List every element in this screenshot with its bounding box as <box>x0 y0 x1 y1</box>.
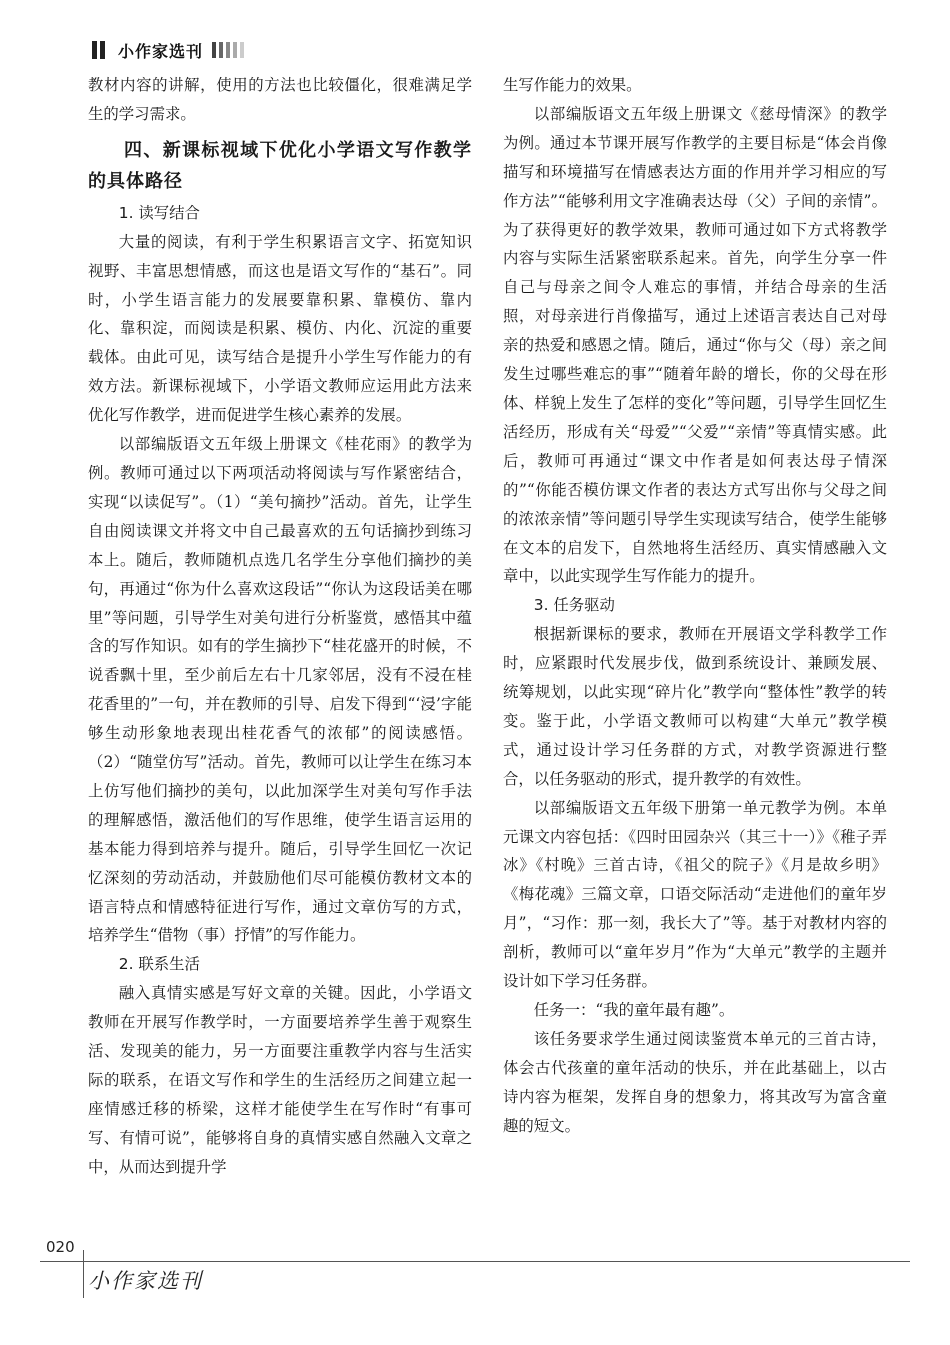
paragraph: 生写作能力的效果。 <box>503 76 642 94</box>
paragraph: 以部编版语文五年级上册课文《慈母情深》的教学为例。通过本节课开展写作教学的主要目标是“体会肖像描写和环境描写在情感表达方面的作用并学习相应的写作方法”“能够利用文字准确表达母（父）子间的亲情”。为了获得更好的教学效果，教师可通过如下方式将教学内容与实际生活紧密联系起来。首先，向学生分享一件自己与母亲之间令人难忘的事情，并结合母亲的生活照，对母亲进行肖像描写，通过上述语言表达自己对母亲的热爱和感恩之情。随后，通过“你与父（母）亲之间发生过哪些难忘的事”“随着年龄的增长，你的父母在形体、样貌上发生了怎样的变化”等问题，引导学生回忆生活经历，形成有关“母爱”“父爱”“亲情”等真情实感。此后，教师可再通过“课文中作者是如何表达母子情深的”“你能否模仿课文作者的表达方式写出你与父母之间的浓浓亲情”等问题引导学生实现读写结合，使学生能够在文本的启发下，自然地将生活经历、真实情感融入文章中，以此实现学生写作能力的提升。 <box>503 104 887 586</box>
header-bars-left <box>92 41 108 60</box>
deco-bar <box>212 42 216 58</box>
paragraph: 大量的阅读，有利于学生积累语言文字、拓宽知识视野、丰富思想情感，而这也是语文写作的“基石”。同时，小学生语言能力的发展要靠积累、靠模仿、靠内化、靠积淀，而阅读是积累、模仿、内化、沉淀的重要载体。由此可见，读写结合是提升小学生写作能力的有效方法。新课标视域下，小学语文教师应运用此方法来优化写作教学，进而促进学生核心素养的发展。 <box>88 232 472 425</box>
deco-bar <box>233 42 237 58</box>
paragraph: 以部编版语文五年级上册课文《桂花雨》的教学为例。教师可通过以下两项活动将阅读与写作紧密结合，实现“以读促写”。（1）“美句摘抄”活动。首先，让学生自由阅读课文并将文中自己最喜欢的五句话摘抄到练习本上。随后，教师随机点选几名学生分享他们摘抄的美句，再通过“你为什么喜欢这段话”“你认为这段话美在哪里”等问题，引导学生对美句进行分析鉴赏，感悟其中蕴含的写作知识。如有的学生摘抄下“桂花盛开的时候，不说香飘十里，至少前后左右十几家邻居，没有不浸在桂花香里的”一句，并在教师的引导、启发下得到“‘浸’字能够生动形象地表现出桂花香气的浓郁”的阅读感悟。（2）“随堂仿写”活动。首先，教师可以让学生在练习本上仿写他们摘抄的美句，以此加深学生对美句写作手法的理解感悟，激活他们的写作思维，使学生语言运用的基本能力得到培养与提升。随后，引导学生回忆一次记忆深刻的劳动活动，并鼓励他们尽可能模仿教材文本的语言特点和情感特征进行写作，通过文章仿写的方式，培养学生“借物（事）抒情”的写作能力。 <box>88 435 472 945</box>
subheading-life: 2. 联系生活 <box>118 955 200 974</box>
right-column <box>503 71 887 1141</box>
magazine-title: 小作家选刊 <box>118 42 204 61</box>
page-header <box>0 34 950 64</box>
page-number: 020 <box>46 1238 75 1256</box>
deco-bar <box>240 42 244 58</box>
section-heading: 四、新课标视域下优化小学语文写作教学的具体路径 <box>88 139 472 192</box>
header-deco-bars <box>212 42 247 61</box>
header-bar <box>92 41 97 59</box>
subheading-read-write: 1. 读写结合 <box>118 203 200 222</box>
paragraph: 该任务要求学生通过阅读鉴赏本单元的三首古诗，体会古代孩童的童年活动的快乐，并在此基础上，以古诗内容为框架，发挥自身的想象力，将其改写为富含童趣的短文。 <box>503 1029 887 1135</box>
deco-bar <box>226 42 230 58</box>
footer-rule <box>40 1261 910 1262</box>
subheading-task-driven: 3. 任务驱动 <box>533 596 615 615</box>
paragraph: 教材内容的讲解，使用的方法也比较僵化，很难满足学生的学习需求。 <box>88 76 472 123</box>
paragraph: 以部编版语文五年级下册第一单元教学为例。本单元课文内容包括：《四时田园杂兴（其三十一）》《稚子弄冰》《村晚》三首古诗，《祖父的院子》《月是故乡明》《梅花魂》三篇文章，口语交际活动“走进他们的童年岁月”，“习作：那一刻，我长大了”等。基于对教材内容的剖析，教师可以“童年岁月”作为“大单元”教学的主题并设计如下学习任务群。 <box>503 798 887 991</box>
footer-logo: 小作家选刊 <box>88 1269 203 1293</box>
header-bar <box>100 41 105 59</box>
footer-divider <box>83 1250 84 1298</box>
paragraph: 融入真情实感是写好文章的关键。因此，小学语文教师在开展写作教学时，一方面要培养学生善于观察生活、发现美的能力，另一方面要注重教学内容与生活实际的联系，在语文写作和学生的生活经历之间建立起一座情感迁移的桥梁，这样才能使学生在写作时“有事可写、有情可说”，能够将自身的真情实感自然融入文章之中，从而达到提升学 <box>88 984 472 1176</box>
paragraph: 根据新课标的要求，教师在开展语文学科教学工作时，应紧跟时代发展步伐，做到系统设计、兼顾发展、统筹规划，以此实现“碎片化”教学向“整体性”教学的转变。鉴于此，小学语文教师可以构建“大单元”教学模式，通过设计学习任务群的方式，对教学资源进行整合，以任务驱动的形式，提升教学的有效性。 <box>503 625 887 788</box>
deco-bar <box>219 42 223 58</box>
paragraph: 任务一：“我的童年最有趣”。 <box>533 1001 735 1019</box>
left-column <box>88 71 472 1182</box>
